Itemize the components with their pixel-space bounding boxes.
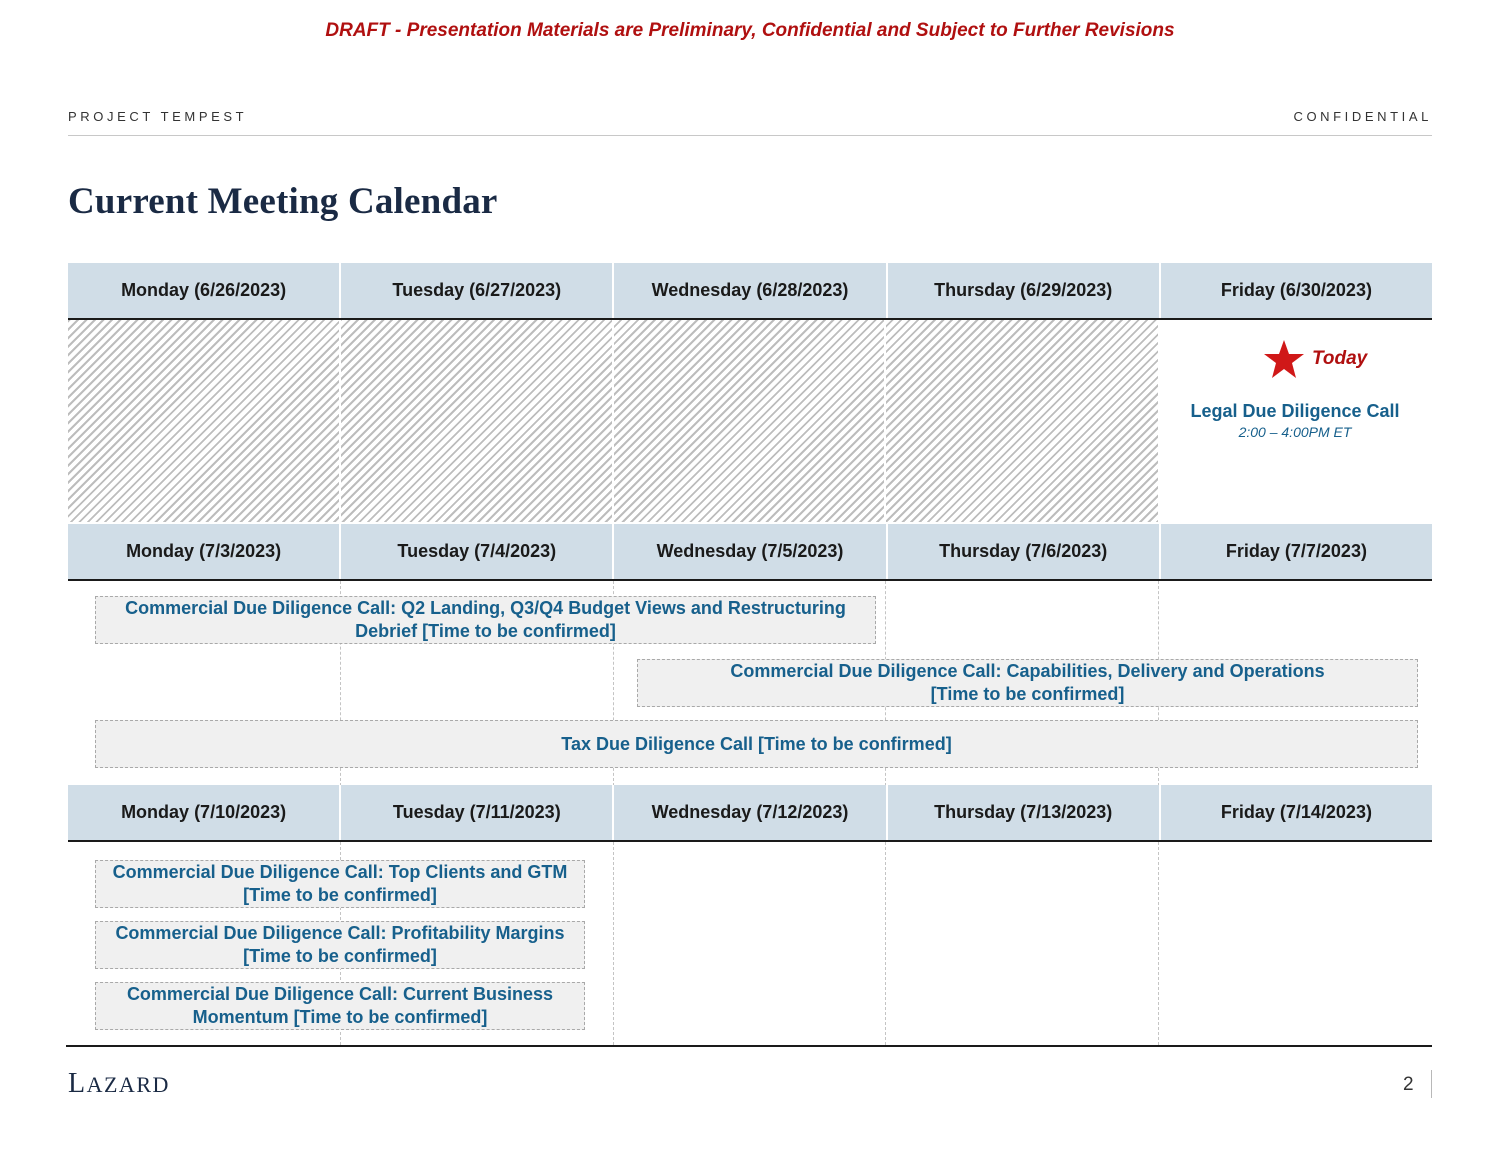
day-header: Monday (7/10/2023) (68, 785, 341, 840)
event-line: Tax Due Diligence Call [Time to be confirmed] (561, 733, 952, 754)
event-line: Commercial Due Diligence Call: Current Business (126, 984, 554, 1004)
day-header: Wednesday (6/28/2023) (614, 263, 887, 318)
day-header: Friday (7/7/2023) (1161, 524, 1432, 579)
day-header: Wednesday (7/12/2023) (614, 785, 887, 840)
day-header: Monday (6/26/2023) (68, 263, 341, 318)
confidential-label: CONFIDENTIAL (1293, 109, 1432, 124)
event-line: Commercial Due Diligence Call: Profitability Margins (115, 923, 565, 943)
event-commercial-momentum[interactable] (95, 982, 585, 1030)
day-header: Wednesday (7/5/2023) (614, 524, 887, 579)
event-commercial-top-clients[interactable] (95, 860, 585, 908)
event-line: Commercial Due Diligence Call: Q2 Landing, Q3/Q4 Budget Views and Restructuring (125, 598, 846, 618)
day-header: Tuesday (7/11/2023) (341, 785, 614, 840)
day-header: Thursday (7/6/2023) (888, 524, 1161, 579)
day-header: Thursday (7/13/2023) (888, 785, 1161, 840)
event-line: Commercial Due Diligence Call: Top Clients and GTM (112, 862, 568, 882)
week-2-header (68, 524, 1432, 581)
column-divider (613, 842, 614, 1045)
lazard-logo: LAZARD (68, 1068, 170, 1099)
event-commercial-q2-landing[interactable] (95, 596, 876, 644)
column-divider (885, 842, 886, 1045)
day-header: Friday (6/30/2023) (1161, 263, 1432, 318)
event-line: [Time to be confirmed] (243, 946, 437, 966)
day-header: Monday (7/3/2023) (68, 524, 341, 579)
today-label: Today (1312, 348, 1368, 369)
day-header: Friday (7/14/2023) (1161, 785, 1432, 840)
star-icon (1263, 339, 1305, 379)
event-tax-due-diligence[interactable] (95, 720, 1418, 768)
column-divider (1158, 842, 1159, 1045)
page-number: 2 (1403, 1074, 1414, 1095)
day-header: Tuesday (6/27/2023) (341, 263, 614, 318)
past-days-hatch (68, 320, 1158, 522)
event-commercial-capabilities[interactable] (637, 659, 1418, 707)
week-3-header (68, 785, 1432, 842)
legal-due-diligence-time: 2:00 – 4:00PM ET (1238, 424, 1352, 440)
legal-due-diligence-title: Legal Due Diligence Call (1190, 401, 1400, 421)
event-line: [Time to be confirmed] (930, 684, 1125, 704)
day-header: Thursday (6/29/2023) (888, 263, 1161, 318)
page-title: Current Meeting Calendar (68, 181, 498, 222)
event-commercial-profitability[interactable] (95, 921, 585, 969)
event-line: Commercial Due Diligence Call: Capabilities, Delivery and Operations (730, 661, 1325, 681)
week-1-header (68, 263, 1432, 320)
event-line: Debrief [Time to be confirmed] (355, 621, 616, 641)
draft-banner: DRAFT - Presentation Materials are Preliminary, Confidential and Subject to Further Revisions (325, 20, 1175, 41)
event-line: Momentum [Time to be confirmed] (192, 1007, 488, 1027)
footer-divider (66, 1045, 1432, 1047)
page-number-divider (1431, 1070, 1432, 1098)
event-line: [Time to be confirmed] (243, 885, 437, 905)
header-divider (68, 135, 1432, 136)
day-header: Tuesday (7/4/2023) (341, 524, 614, 579)
meeting-calendar (68, 263, 1432, 1047)
project-name: PROJECT TEMPEST (68, 109, 248, 124)
today-marker (1263, 339, 1367, 379)
